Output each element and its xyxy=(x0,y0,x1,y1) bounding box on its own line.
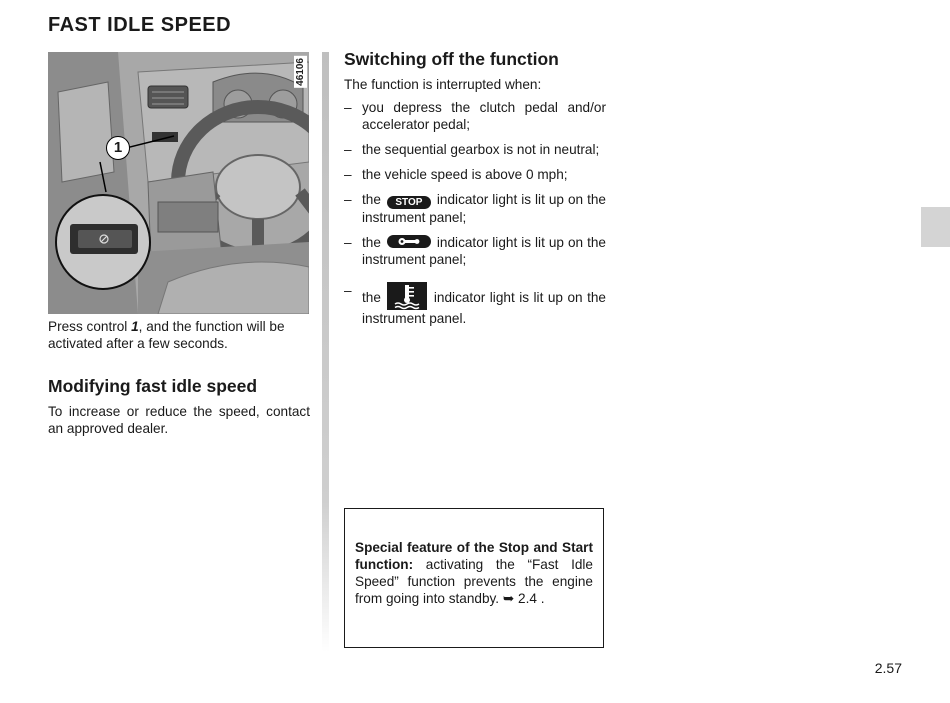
list-item xyxy=(344,282,606,327)
list-dash: – xyxy=(344,142,352,157)
stop-indicator-icon: STOP xyxy=(387,196,431,209)
callout-1 xyxy=(106,136,130,160)
list-dash: – xyxy=(344,100,352,115)
list-item-text: indicator light is lit up on the instrument panel; xyxy=(362,192,606,225)
wrench-indicator-icon xyxy=(387,235,431,248)
list-item xyxy=(344,141,606,158)
list-item-the: the xyxy=(362,290,381,305)
figure-caption xyxy=(48,318,310,352)
caption-post: , and the function will be activated after a few seconds. xyxy=(48,319,285,351)
figure-reference: 46106 xyxy=(295,58,306,86)
list-dash: – xyxy=(344,192,352,207)
caption-control: 1 xyxy=(131,319,139,334)
switch-off-heading: Switching off the function xyxy=(344,49,559,69)
switch-off-intro: The function is interrupted when: xyxy=(344,77,542,92)
list-item-the: the xyxy=(362,192,381,207)
list-item-the: the xyxy=(362,235,381,250)
list-item-text: the vehicle speed is above 0 mph; xyxy=(362,167,568,182)
note-text: activating the “Fast Idle Speed” function prevents the engine from going into standby. xyxy=(355,557,593,606)
modify-heading: Modifying fast idle speed xyxy=(48,376,258,396)
note-bold: Special feature of the Stop and Start function: xyxy=(355,540,593,572)
page-number: 2.57 xyxy=(874,660,902,676)
list-item-text: you depress the clutch pedal and/or accelerator pedal; xyxy=(362,100,606,132)
note-page-link[interactable]: 2.4 . xyxy=(518,591,545,606)
caption-pre: Press control xyxy=(48,319,132,334)
list-item xyxy=(344,234,606,268)
dashboard-drawing xyxy=(48,52,309,314)
list-dash: – xyxy=(344,167,352,182)
callout-number: 1 xyxy=(113,139,123,156)
column-divider xyxy=(322,52,329,652)
list-item xyxy=(344,99,606,133)
list-dash: – xyxy=(344,283,352,298)
list-item-text: indicator light is lit up on the instrument panel; xyxy=(362,235,606,267)
stop-start-note xyxy=(344,508,604,648)
section-thumb-tab xyxy=(921,207,950,247)
list-item-text: indicator light is lit up on the instrument panel. xyxy=(362,290,606,326)
page-title: FAST IDLE SPEED xyxy=(48,14,232,36)
list-item-text: the sequential gearbox is not in neutral; xyxy=(362,142,600,157)
reference-arrow-icon: ➥ xyxy=(502,591,515,606)
interrupt-conditions-list xyxy=(344,99,606,335)
list-item xyxy=(344,191,606,226)
coolant-temperature-icon xyxy=(387,282,427,310)
dashboard-illustration xyxy=(48,52,309,314)
list-dash: – xyxy=(344,235,352,250)
list-item xyxy=(344,166,606,183)
modify-text: To increase or reduce the speed, contact an approved dealer. xyxy=(48,404,310,436)
